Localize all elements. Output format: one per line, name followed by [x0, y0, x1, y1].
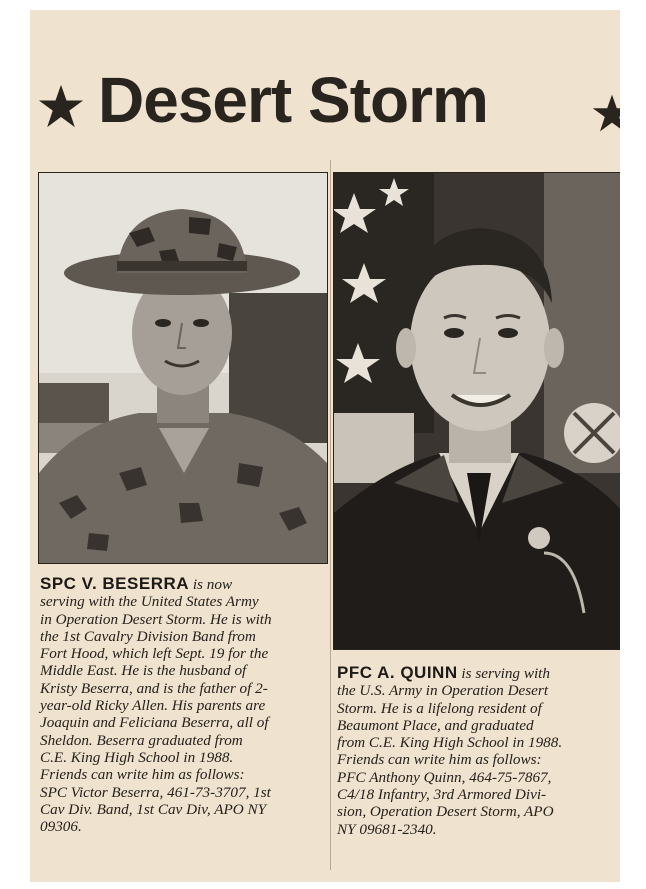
caption-spc-beserra [40, 575, 330, 835]
headline-title: Desert Storm [98, 64, 488, 136]
caption-lead-name: PFC A. QUINN [337, 663, 458, 682]
caption-line: from C.E. King High School in 1988. [337, 734, 563, 752]
caption-line: the 1st Cavalry Division Band from [40, 627, 256, 645]
caption-line: serving with the United States Army [40, 593, 259, 611]
caption-lead-name: SPC V. BESERRA [40, 574, 190, 593]
caption-line: Beaumont Place, and graduated [337, 716, 534, 734]
caption-line: Friends can write him as follows: [40, 766, 245, 784]
caption-line: SPC V. BESERRA is now [40, 574, 233, 593]
caption-line: C4/18 Infantry, 3rd Armored Divi- [337, 786, 547, 804]
caption-line: Joaquin and Feliciana Beserra, all of [40, 714, 269, 732]
caption-line: Storm. He is a lifelong resident of [337, 699, 542, 717]
caption-line: in Operation Desert Storm. He is with [40, 610, 272, 628]
caption-line: 09306. [40, 818, 82, 836]
headline [30, 55, 620, 145]
caption-line: NY 09681-2340. [337, 820, 437, 838]
caption-line: Middle East. He is the husband of [40, 662, 247, 680]
photo-pfc-quinn [333, 172, 620, 650]
column-divider [330, 160, 331, 870]
star-icon [592, 93, 620, 133]
caption-line: the U.S. Army in Operation Desert [337, 682, 549, 700]
caption-line: PFC A. QUINN is serving with [337, 663, 550, 682]
caption-line: SPC Victor Beserra, 461-73-3707, 1st [40, 783, 271, 801]
caption-line: sion, Operation Desert Storm, APO [337, 803, 554, 821]
caption-line: Kristy Beserra, and is the father of 2- [40, 679, 268, 697]
caption-line: C.E. King High School in 1988. [40, 748, 234, 766]
star-icon [38, 83, 84, 129]
photo-spc-beserra [38, 172, 328, 564]
caption-line: Sheldon. Beserra graduated from [40, 731, 243, 749]
caption-line: Fort Hood, which left Sept. 19 for the [40, 645, 269, 663]
caption-line: Cav Div. Band, 1st Cav Div, APO NY [40, 800, 267, 818]
caption-line: year-old Ricky Allen. His parents are [40, 697, 266, 715]
caption-line: Friends can write him as follows: [337, 751, 542, 769]
newspaper-clipping [30, 10, 620, 882]
caption-pfc-quinn [337, 664, 620, 838]
caption-line: PFC Anthony Quinn, 464-75-7867, [337, 768, 552, 786]
